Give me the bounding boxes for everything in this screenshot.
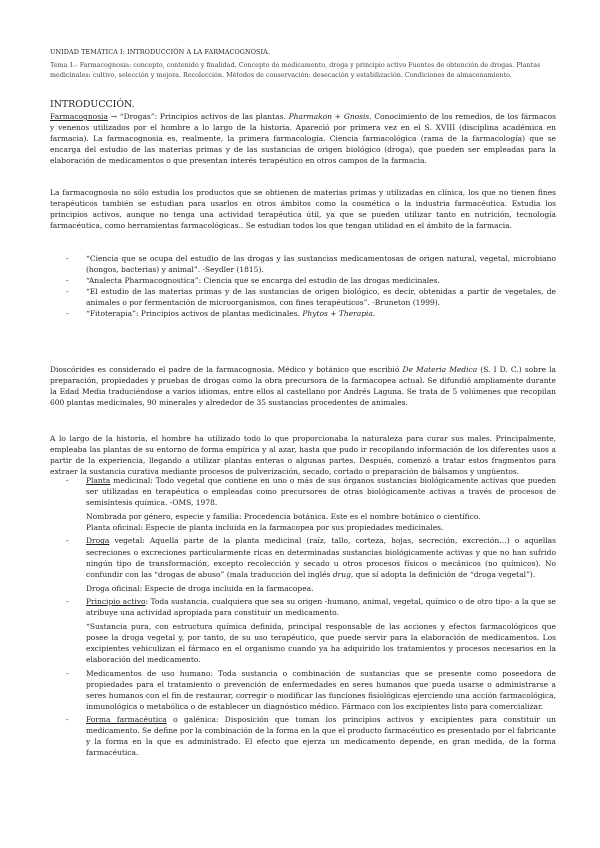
paragraph-farmacognosia — [50, 111, 556, 166]
dash-bullet: - — [66, 714, 69, 724]
concepts-list — [66, 475, 556, 758]
term-farmacognosia: Farmacognosia — [50, 112, 108, 121]
sub-line: Planta oficinal: Especie de planta incluida en la farmacopea por sus propiedades medicinales. — [86, 523, 444, 533]
list-item-medicamentos — [66, 668, 556, 712]
paragraph-scope: La farmacognosia no sólo estudia los productos que se obtienen de materias primas y utilizadas en clínica, los que no tienen fines terapéuticos también se estudian para usarlos en otros ámbitos como la cosmética o la industria farmacéutica. Estudia los principios activos, aunque no tenga una actividad terapéutica útil, ya que se pueden utilizar tanto en nutrición, tecnología farmacéutica, como herramientas farmacológicas.. Se estudian todos los que tengan utilidad en el ámbito de la farmacia. — [50, 188, 556, 231]
list-item-text: “El estudio de las materias primas y de las sustancias de origen biológico, es decir, obtenidas a partir de vegetales, de animales o por fermentación de microorganismos, con fines terapéuticos”. -Bruneton (1999). — [86, 287, 556, 308]
topic-summary: Tema 1.- Farmacognosia: concepto, contenido y finalidad. Concepto de medicamento, droga y principio activo Fuentes de obtención de drogas. Plantas medicinales: cultivo, selección y mejora. Recolección. Métodos de conservación: desecación y estabilización. Condiciones de almacenamiento. — [50, 61, 541, 79]
list-item-text: “Analecta Pharmacognostica”: Ciencia que se encarga del estudio de las drogas medicinales. — [86, 276, 440, 286]
concept-text: vegetal: Aquella parte de la planta medicinal (raíz, tallo, corteza, hojas, secreción, excreción…) o aquellas secreciones o excreciones particularmente ricas en determinadas sustancias biológicamente activas y que no han sufrido ningún tipo de transformación, excepto recolección y secado u otros procesos físicos o mecánicos (no químicos). No confundir con las “drogas de abuso” (mala traducción del inglés — [86, 536, 556, 579]
sub-line: “Sustancia pura, con estructura química definida, principal responsable de las acciones y efectos farmacológicos que posee la droga vegetal y, por tanto, de su uso terapéutico, que puede servir para la elaboración de medicamentos. Los excipientes vehiculizan el fármaco en el organismo cuando ya ha adquirido los tratamientos y procesos necesarios en la elaboración del medicamento. — [86, 622, 556, 665]
paragraph-history: A lo largo de la historia, el hombre ha utilizado todo lo que proporcionaba la naturaleza para curar sus males. Principalmente, empleaba las plantas de su entorno de forma empírica y al azar, hasta que pudo ir recopilando información de los diferentes usos a partir de la experiencia, llegando a utilizar plantas enteras o algunas partes. Después, comenzó a tratar estos fragmentos para extraer la sustancia curativa mediante procesos de pulverización, secado, cortado o preparación de bálsamos y ungüentos. — [50, 434, 556, 477]
list-item — [66, 253, 556, 275]
definition-text-cont: . Conocimiento de los remedios, de los fármacos y venenos utilizados por el hombre a lo largo de la historia. Apareció por primera vez en el S. XVIII (disciplina académica en farmacia). La farmacognosia es, realmente, la primera farmacología. Ciencia farmacológica (rama de la farmacología) que se encarga del estudio de las materias primas y de las sustancias de origen biológico (droga), que pueden ser empleadas para la elaboración de medicamentos o que presentan interés terapéutico en otros campos de la farmacia. — [50, 112, 556, 166]
definition-text: “Drogas”: Principios activos de las plantas. — [119, 112, 289, 121]
list-item-forma — [66, 714, 556, 758]
arrow-symbol: → — [107, 112, 120, 121]
concept-text-cont: , que sí adopta la definición de “droga vegetal”). — [350, 569, 536, 579]
definitions-list — [66, 253, 556, 320]
section-heading: INTRODUCCIÓN. — [50, 99, 135, 110]
concept-text: Medicamentos de uso humano: Toda sustancia o combinación de sustancias que se presente como poseedora de propiedades para el tratamiento o prevención de enfermedades en seres humanos que pueda usarse o administrarse a seres humanos con el fin de restaurar, corregir o modificar las funciones fisiológicas ejerciendo una acción farmacológica, inmunológica o metabólica o de establecer un diagnóstico médico. Fármaco con los excipientes listo para comercializar. — [86, 668, 556, 711]
dash-bullet: - — [66, 254, 69, 263]
term: Principio activo — [86, 596, 146, 606]
dash-bullet: - — [66, 287, 69, 297]
term: Droga — [86, 536, 110, 546]
dioscorides-text: Dioscórides es considerado el padre de la farmacognosia. Médico y botánico que escribió — [50, 365, 403, 374]
dash-bullet: - — [66, 668, 69, 678]
dash-bullet: - — [66, 309, 69, 319]
sub-line: Nombrada por género, especie y familia: Procedencia botánica. Este es el nombre botánico o científico. — [86, 512, 481, 522]
list-item-text: “Fitoterapia”: Principios activos de plantas medicinales. — [86, 309, 303, 319]
concept-text: medicinal: Todo vegetal que contiene en uno o más de sus órganos sustancias biológicamente activas que pueden ser utilizadas en terapéutica o empleadas como precursores de otras biológicamente activas a través de procesos de semisíntesis química. -OMS, 1978. — [86, 476, 556, 508]
dioscorides-text-cont: (S. I D. C.) sobre la preparación, propiedades y pruebas de drogas como la obra precursora de la farmacopea actual. Se difundió ampliamente durante la Edad Media traduciéndose a varios idiomas, entre ellos al castellano por Andrés Laguna. Se trata de 5 volúmenes que recopilan 600 plantas medicinales, 90 minerales y alrededor de 35 sustancias procedentes de animales. — [50, 365, 556, 408]
sub-line: Droga oficinal: Especie de droga incluida en la farmacopea. — [86, 583, 314, 593]
unit-title: UNIDAD TEMÁTICA I: INTRODUCCIÓN A LA FARMACOGNOSIA. — [50, 48, 270, 56]
list-item — [66, 275, 556, 286]
dash-bullet: - — [66, 476, 69, 485]
paragraph-dioscorides — [50, 364, 556, 408]
list-item — [66, 308, 556, 319]
dash-bullet: - — [66, 536, 69, 546]
book-title: De Materia Medica — [402, 365, 478, 374]
dash-bullet: - — [66, 596, 69, 606]
list-item-droga — [66, 535, 556, 593]
concept-text: o galénica: Disposición que toman los principios activos y excipientes para constituir un medicamento. Se define por la combinación de la forma en la que el producto farmacéutico es presentado por el fabricante y la forma en la que es administrado. El efecto que ejerza un medicamento depende, en gran medida, de la forma farmacéutica. — [86, 714, 556, 758]
dash-bullet: - — [66, 276, 69, 286]
english-word: drug — [332, 569, 351, 579]
list-item-italic: Phytos + Therapia. — [302, 309, 376, 319]
list-item — [66, 286, 556, 308]
etymology: Pharmakon + Gnosis — [288, 112, 370, 121]
term: Planta — [86, 476, 111, 485]
term: Forma farmacéutica — [86, 714, 167, 724]
list-item-text: “Ciencia que se ocupa del estudio de las drogas y las sustancias medicamentosas de origen natural, vegetal, microbiano (hongos, bacterias) y animal”. -Seydler (1815). — [86, 254, 556, 275]
concept-text: : Toda sustancia, cualquiera que sea su origen -humano, animal, vegetal, químico o de otro tipo- a la que se atribuye una actividad apropiada para constituir un medicamento. — [86, 596, 556, 618]
list-item-principio — [66, 596, 556, 666]
list-item-planta — [66, 475, 556, 533]
